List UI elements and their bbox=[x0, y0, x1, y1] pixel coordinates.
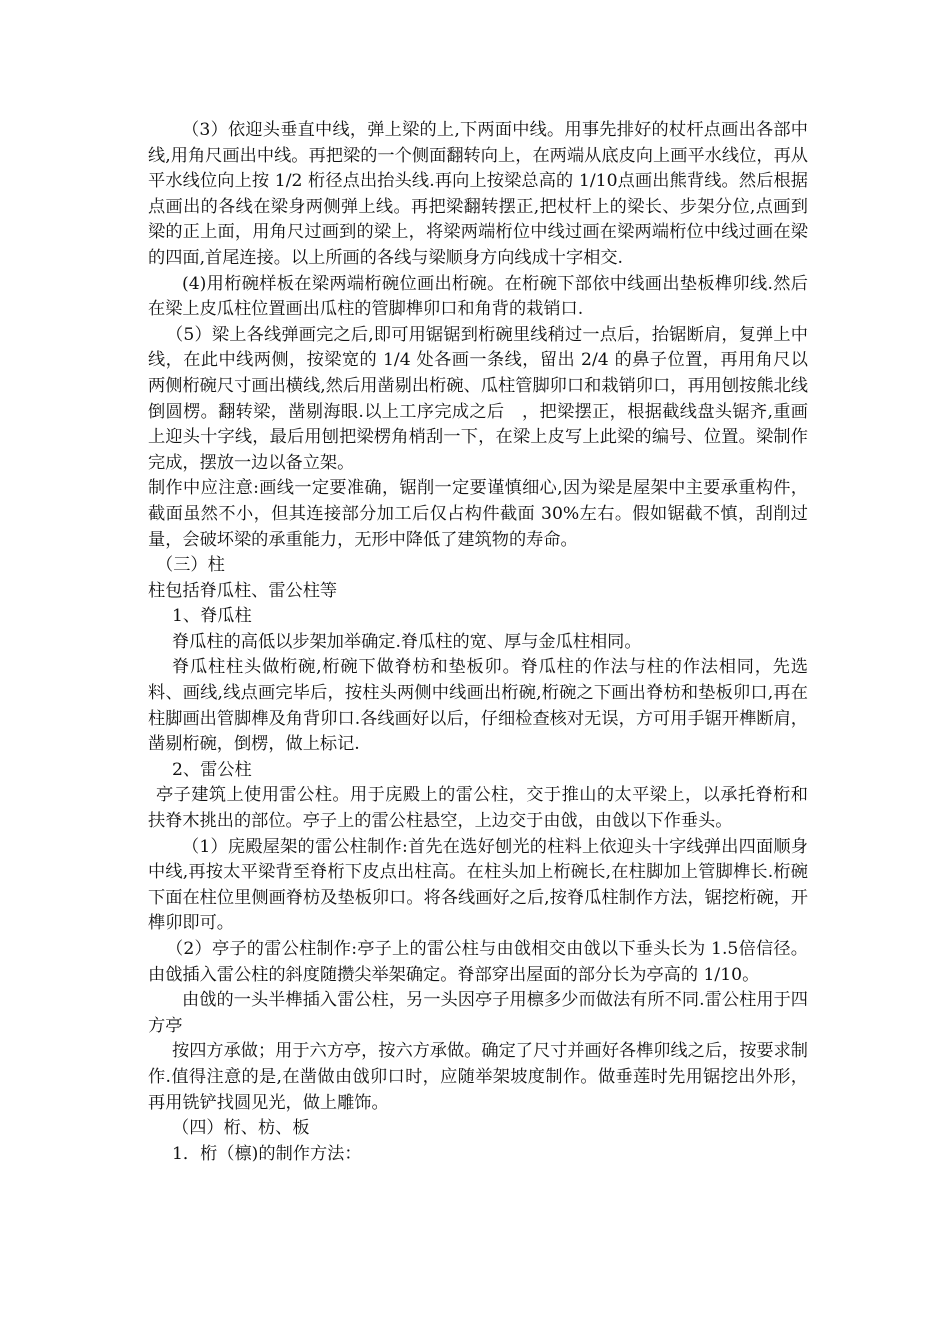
subheading-purlin-method: 1．桁（檩)的制作方法： bbox=[172, 1143, 362, 1164]
paragraph-hexagon-method: 按四方承做；用于六方亭，按六方承做。确定了尺寸并画好各榫卯线之后，按要求制作.值得注意的是,在凿做由戗卯口时，应随举架坡度制作。做垂莲时先用锯挖出外形，再用铣铲找圆见光，做上雕饰。 bbox=[148, 1041, 808, 1113]
paragraph-lei-gong-step-2: （2）亭子的雷公柱制作:亭子上的雷公柱与由戗相交由戗以下垂头长为 1.5倍信径。由戗插入雷公柱的斜度随攒尖举架确定。脊部穿出屋面的部分长为亭高的 1/10。 bbox=[148, 939, 808, 985]
paragraph-ridge-column-method: 脊瓜柱柱头做桁碗,桁碗下做脊枋和垫板卯。脊瓜柱的作法与柱的作法相同，先选料、画线,线点画完毕后，按柱头两侧中线画出桁碗,桁碗之下画出脊枋和垫板卯口,再在柱脚画出管脚榫及角背卯口.各线画好以后，仔细检查核对无误，方可用手锯开榫断肩，凿剔桁碗，倒楞，做上标记. bbox=[148, 657, 808, 755]
subheading-ridge-column: 1、脊瓜柱 bbox=[172, 606, 252, 627]
paragraph-lei-gong-step-1: （1）庑殿屋架的雷公柱制作:首先在选好刨光的柱料上依迎头十字线弹出四面顺身中线,再按太平梁背至脊桁下皮点出柱高。在柱头加上桁碗长,在柱脚加上管脚榫长.桁碗下面在柱位里侧画脊枋及垫板卯口。将各线画好之后,按脊瓜柱制作方法，锯挖桁碗，开榫卯即可。 bbox=[148, 836, 808, 934]
document-page bbox=[148, 118, 808, 1167]
paragraph-beam-step-5: （5）梁上各线弹画完之后,即可用锯锯到桁碗里线稍过一点后，抬锯断肩，复弹上中线，在此中线两侧，按梁宽的 1/4 处各画一条线，留出 2/4 的鼻子位置，再用角尺以两侧桁碗尺寸画出横线,然后用凿剔出桁碗、瓜柱管脚卯口和栽销卯口，再用刨按熊北线倒圆楞。翻转梁，凿剔海眼.以上工序完成之后 ，把梁摆正，根据截线盘头锯齐,重画上迎头十字线，最后用刨把梁楞角梢刮一下，在梁上皮写上此梁的编号、位置。梁制作完成，摆放一边以备立架。 bbox=[148, 324, 808, 473]
paragraph-beam-step-4: (4)用桁碗样板在梁两端桁碗位画出桁碗。在桁碗下部依中线画出垫板榫卯线.然后在梁上皮瓜柱位置画出瓜柱的管脚榫卯口和角背的栽销口. bbox=[148, 273, 808, 320]
section-heading-columns: （三）柱 bbox=[156, 555, 225, 576]
paragraph-beam-step-3: （3）依迎头垂直中线，弹上梁的上,下两面中线。用事先排好的杖杆点画出各部中线,用角尺画出中线。再把梁的一个侧面翻转向上，在两端从底皮向上画平水线位，再从平水线位向上按 1/2 桁径点出抬头线.再向上按梁总高的 1/10点画出熊背线。然后根据点画出的各线在梁身两侧弹上线。再把梁翻转摆正,把杖杆上的梁长、步架分位,点画到梁的正上面，用角尺过画到的梁上，将梁两端桁位中线过画在梁两端桁位中线过画在梁的四面,首尾连接。以上所画的各线与梁顺身方向线成十字相交. bbox=[148, 120, 808, 268]
paragraph-you-qiang: 由戗的一头半榫插入雷公柱，另一头因亭子用檩多少而做法有所不同.雷公柱用于四方亭 bbox=[148, 990, 808, 1036]
paragraph-ridge-column-size: 脊瓜柱的高低以步架加举确定.脊瓜柱的宽、厚与金瓜柱相同。 bbox=[172, 631, 642, 652]
paragraph-lei-gong-intro: 亭子建筑上使用雷公柱。用于庑殿上的雷公柱，交于推山的太平梁上，以承托脊桁和扶脊木挑出的部位。亭子上的雷公柱悬空，上边交于由戗，由戗以下作垂头。 bbox=[148, 785, 808, 832]
paragraph-production-notes: 制作中应注意:画线一定要准确，锯削一定要谨慎细心,因为梁是屋架中主要承重构件，截面虽然不小，但其连接部分加工后仅占构件截面 30%左右。假如锯截不慎，刮削过量，会破坏梁的承重能力，无形中降低了建筑物的寿命。 bbox=[148, 478, 808, 550]
subheading-lei-gong-column: 2、雷公柱 bbox=[172, 759, 252, 780]
paragraph-columns-intro: 柱包括脊瓜柱、雷公柱等 bbox=[148, 580, 338, 601]
section-heading-purlins: （四）桁、枋、板 bbox=[172, 1118, 310, 1139]
